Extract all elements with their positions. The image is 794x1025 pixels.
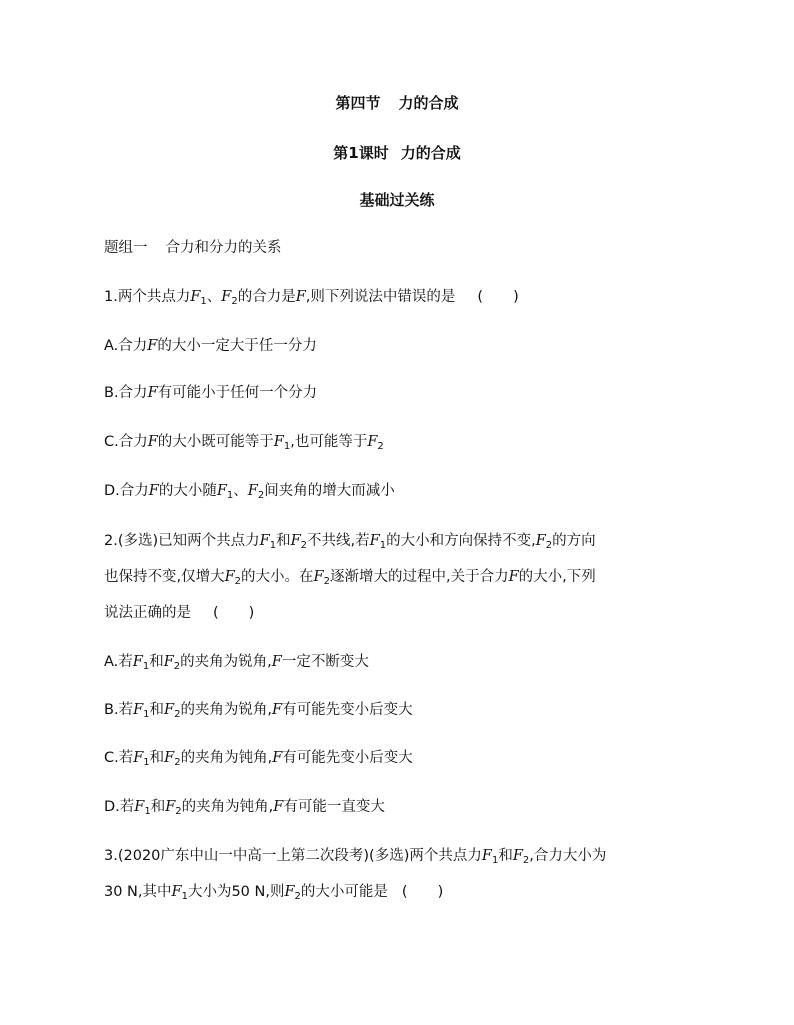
question-3-line-2 — [104, 882, 698, 902]
lesson-title — [0, 143, 794, 163]
question-2-option-a: A.若$F_1$和$F_2$的夹角为锐角,F一定不断变大 — [104, 654, 369, 672]
question-2-text: 说法正确的是 — [104, 605, 191, 621]
question-1-option-a: A.合力F的大小一定大于任一分力 — [104, 338, 317, 354]
question-1-option-d: D.合力F的大小随$F_1$、$F_2$间夹角的增大而减小 — [104, 483, 395, 501]
question-2-option-d: D.若$F_1$和$F_2$的夹角为钝角,F有可能一直变大 — [104, 799, 385, 817]
lesson-name: 力的合成 — [400, 144, 461, 162]
section-number: 第四节 — [335, 94, 381, 112]
question-2-line-1: 2.(多选)已知两个共点力$F_1$和$F_2$不共线,若$F_1$的大小和方向保持不变$,F_2$的方向 — [104, 533, 596, 551]
question-1-text: 1.两个共点力$F_1$、$F_2$的合力是F,则下列说法中错误的是 — [104, 289, 456, 307]
question-2-option-b: B.若$F_1$和$F_2$的夹角为锐角,F有可能先变小后变大 — [104, 702, 413, 720]
question-2-option-c: C.若$F_1$和$F_2$的夹角为钝角,F有可能先变小后变大 — [104, 750, 413, 768]
section-title — [0, 93, 794, 113]
question-1-option-b: B.合力F有可能小于任何一个分力 — [104, 385, 318, 401]
answer-blank: ( ) — [477, 289, 519, 305]
question-2-line-2: 也保持不变,仅增大$F_2$的大小。在$F_2$逐渐增大的过程中,关于合力F的大小,下列 — [104, 569, 596, 587]
group-label: 题组一 — [104, 240, 148, 256]
practice-title: 基础过关练 — [359, 191, 435, 209]
question-2-line-3 — [104, 603, 698, 623]
question-3-line-1: 3.(2020广东中山一中高一上第二次段考)(多选)两个共点力$F_1$和$F_2$,合力大小为 — [104, 848, 607, 866]
question-1-option-c: C.合力F的大小既可能等于$F_1$,也可能等于$F_2$ — [104, 434, 384, 452]
question-1-stem — [104, 287, 698, 307]
answer-blank: ( ) — [213, 605, 255, 621]
section-name: 力的合成 — [398, 94, 459, 112]
question-3-text: 30 N,其中$F_1$大小为50 N,则$F_2$的大小可能是 — [104, 884, 388, 902]
group-heading — [104, 238, 698, 258]
group-name: 合力和分力的关系 — [165, 240, 282, 256]
lesson-number: 第1课时 — [333, 144, 389, 162]
answer-blank: ( ) — [401, 884, 444, 900]
